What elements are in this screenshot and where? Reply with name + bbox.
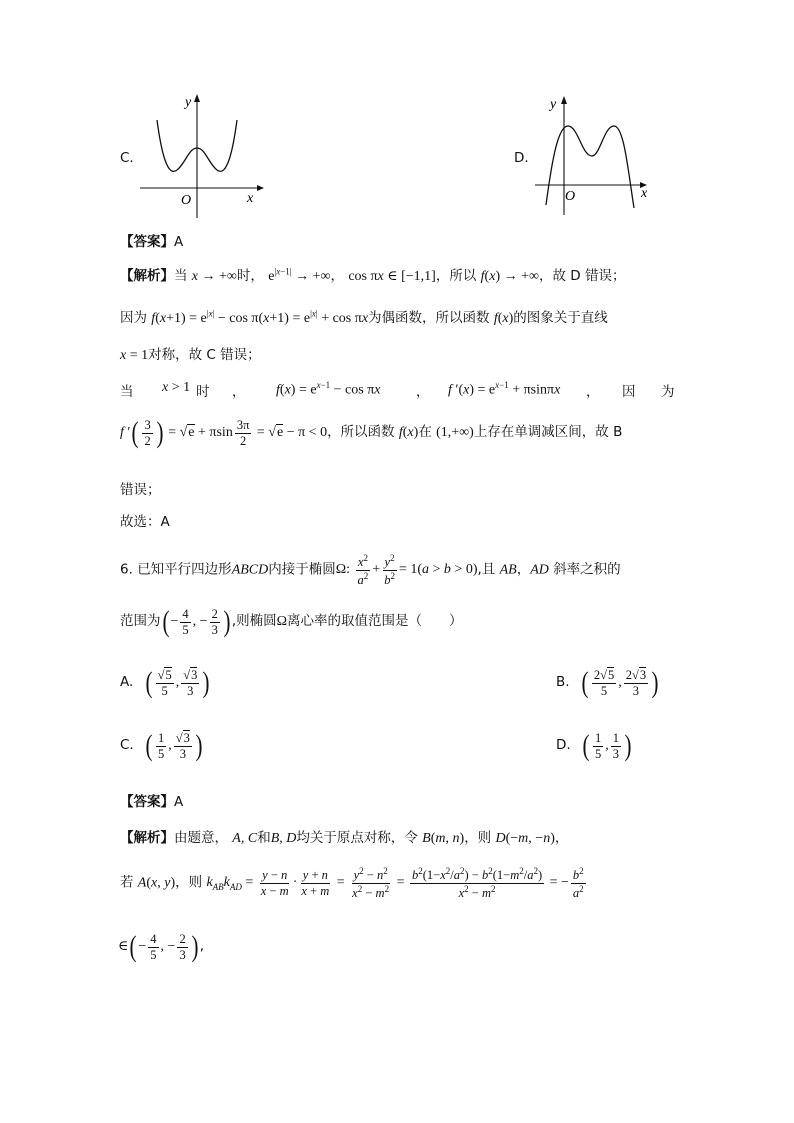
answer-5-prefix: 【答案】: [120, 234, 174, 250]
option-b-label: B.: [556, 674, 570, 691]
question-6-number: 6.: [120, 561, 133, 578]
text: ，则: [175, 874, 203, 891]
text: 对称，故 C 错误；: [148, 347, 261, 363]
text: 当: [174, 268, 188, 284]
graph-c-x-label: x: [247, 191, 254, 206]
answer-5: [120, 230, 183, 250]
text: ,且: [477, 561, 496, 578]
text: 为偶函数，所以函数: [368, 310, 490, 326]
text: 和: [257, 830, 271, 846]
option-a[interactable]: [120, 668, 211, 698]
text: ,: [199, 938, 204, 955]
text: 若: [120, 874, 134, 891]
answer-5-value: A: [174, 234, 184, 250]
formula: x → +∞: [191, 269, 237, 284]
text: ，: [416, 384, 430, 400]
formula: B, D: [270, 831, 297, 846]
text: ，: [586, 384, 600, 400]
text: 时: [196, 384, 210, 400]
formula: AD: [530, 562, 549, 578]
text: 已知平行四边形: [137, 561, 232, 578]
graph-d-x-label: x: [641, 186, 648, 201]
option-a-label: A.: [120, 674, 134, 691]
formula: D(−m, −n): [495, 831, 555, 846]
formula: Ω: [276, 614, 288, 630]
formula: $f(x+1) = e^{|x|} - \cos \pi(x+1) = e^{|x|} + \cos \pi x$: [151, 308, 369, 326]
text: ，则: [464, 830, 492, 846]
analysis-5-line-6: 错误；: [120, 482, 161, 498]
text: ，故 D 错误；: [538, 268, 626, 284]
option-b-formula: ( $\frac{2√5}{5}$ , $\frac{2√3}{3}$ ): [581, 666, 659, 699]
graph-c: [135, 90, 265, 220]
analysis-5-line-2: [120, 306, 608, 327]
text: 均关于原点对称，令: [296, 830, 418, 846]
answer-6-value: A: [174, 794, 184, 810]
option-c-label: C.: [120, 150, 134, 166]
formula: f(x): [493, 311, 514, 326]
graph-d-y-label: y: [550, 97, 557, 112]
text: 离心率的取值范围是（ ）: [287, 613, 463, 630]
analysis-5-prefix: 【解析】: [120, 268, 174, 284]
text: 的图象关于直线: [513, 310, 608, 326]
analysis-6-line-1: [120, 826, 568, 847]
analysis-5-line-5: [120, 418, 622, 448]
text: ，所以函数: [327, 424, 395, 441]
formula: f $'(x) = e^{x-1} + \pi\sin\pi x$: [448, 380, 561, 398]
question-6-line-1: [120, 553, 621, 587]
analysis-6-line-2: [120, 866, 588, 900]
text: 上存在单调减区间，故 B: [473, 424, 623, 441]
answer-6-prefix: 【答案】: [120, 794, 174, 810]
analysis-5-line-3: [120, 343, 261, 364]
text: 由题意，: [174, 830, 228, 846]
formula: ABCD: [231, 562, 269, 578]
question-6-line-2: [120, 607, 463, 637]
option-a-formula: ( $\frac{√5}{5}$ , $\frac{√3}{3}$ ): [145, 666, 210, 699]
option-d-label: D.: [514, 150, 529, 166]
formula: $e^{|x-1|}$ → +∞: [268, 266, 331, 284]
formula: f ′( $\frac{3}{2}$ ) = √e + πsin $\frac{3\pi}{2}$ = √e − π < 0: [120, 416, 328, 449]
formula: x > 1: [162, 380, 191, 395]
formula: Ω: $\frac{x^2}{a^2}$ + $\frac{y^2}{b^2}$ = 1(a > b > 0): [335, 553, 478, 587]
formula: AB: [499, 562, 517, 578]
text: ，: [554, 830, 569, 846]
analysis-6-prefix: 【解析】: [120, 830, 174, 846]
graph-c-y-label: y: [185, 95, 192, 110]
formula: A, C: [232, 831, 258, 846]
text: 范围为: [120, 613, 161, 630]
formula: B(m, n): [422, 831, 465, 846]
option-c[interactable]: [120, 731, 204, 761]
text: ，: [330, 268, 345, 284]
formula: $f(x) = e^{x-1} - \cos \pi x$: [276, 380, 381, 398]
analysis-5-line-1: [120, 264, 625, 285]
formula: ( − $\frac{4}{5}$ , − $\frac{2}{3}$ ): [162, 605, 231, 638]
formula: x = 1: [120, 348, 149, 363]
graph-d-origin-label: O: [565, 189, 576, 204]
text: ,则椭圆: [231, 613, 277, 630]
text: 因: [622, 384, 636, 400]
graph-d: [530, 90, 660, 220]
text: 在: [418, 424, 432, 441]
formula: f(x): [398, 425, 419, 441]
text: 时，: [236, 268, 264, 284]
text: 斜率之积的: [553, 561, 621, 578]
option-d[interactable]: [556, 731, 633, 761]
analysis-5-conclusion: 故选：A: [120, 514, 170, 530]
analysis-6-line-3: [118, 932, 204, 962]
answer-6: [120, 790, 183, 810]
text: 内接于椭圆: [268, 561, 336, 578]
formula: (1,+∞): [436, 425, 474, 441]
formula: $k_{AB}k_{AD}$ = $\frac{y - n}{x - m}$ · $\frac{y + n}{x + m}$ = $\frac{y^2 - n^2}{x^2 - m^2}$ = $\frac{b^2(1-x^2/a^2) - b^2(1-m^2/a^2)}{x^2 - m^2}$ = − $\frac{b^2}{a^2}$: [206, 866, 584, 900]
option-c-formula: ( $\frac{1}{5}$ , $\frac{√3}{3}$ ): [145, 729, 203, 762]
option-c-label-q6: C.: [120, 737, 134, 754]
text: 因为: [120, 310, 147, 326]
option-d-label-q6: D.: [556, 737, 571, 754]
option-d-formula: ( $\frac{1}{5}$ , $\frac{1}{3}$ ): [582, 729, 632, 762]
text: ，所以: [435, 268, 477, 284]
option-b[interactable]: [556, 668, 660, 698]
text: 为: [661, 384, 675, 400]
text: ，: [516, 561, 531, 578]
text: 当: [120, 384, 134, 400]
formula: ∈( − $\frac{4}{5}$ , − $\frac{2}{3}$ ): [118, 930, 199, 963]
text: ，: [232, 384, 246, 400]
formula: A(x, y): [137, 875, 176, 891]
graph-c-origin-label: O: [181, 193, 192, 208]
formula: f(x) → +∞: [480, 269, 539, 284]
formula: cos πx ∈ [−1,1]: [348, 269, 436, 284]
